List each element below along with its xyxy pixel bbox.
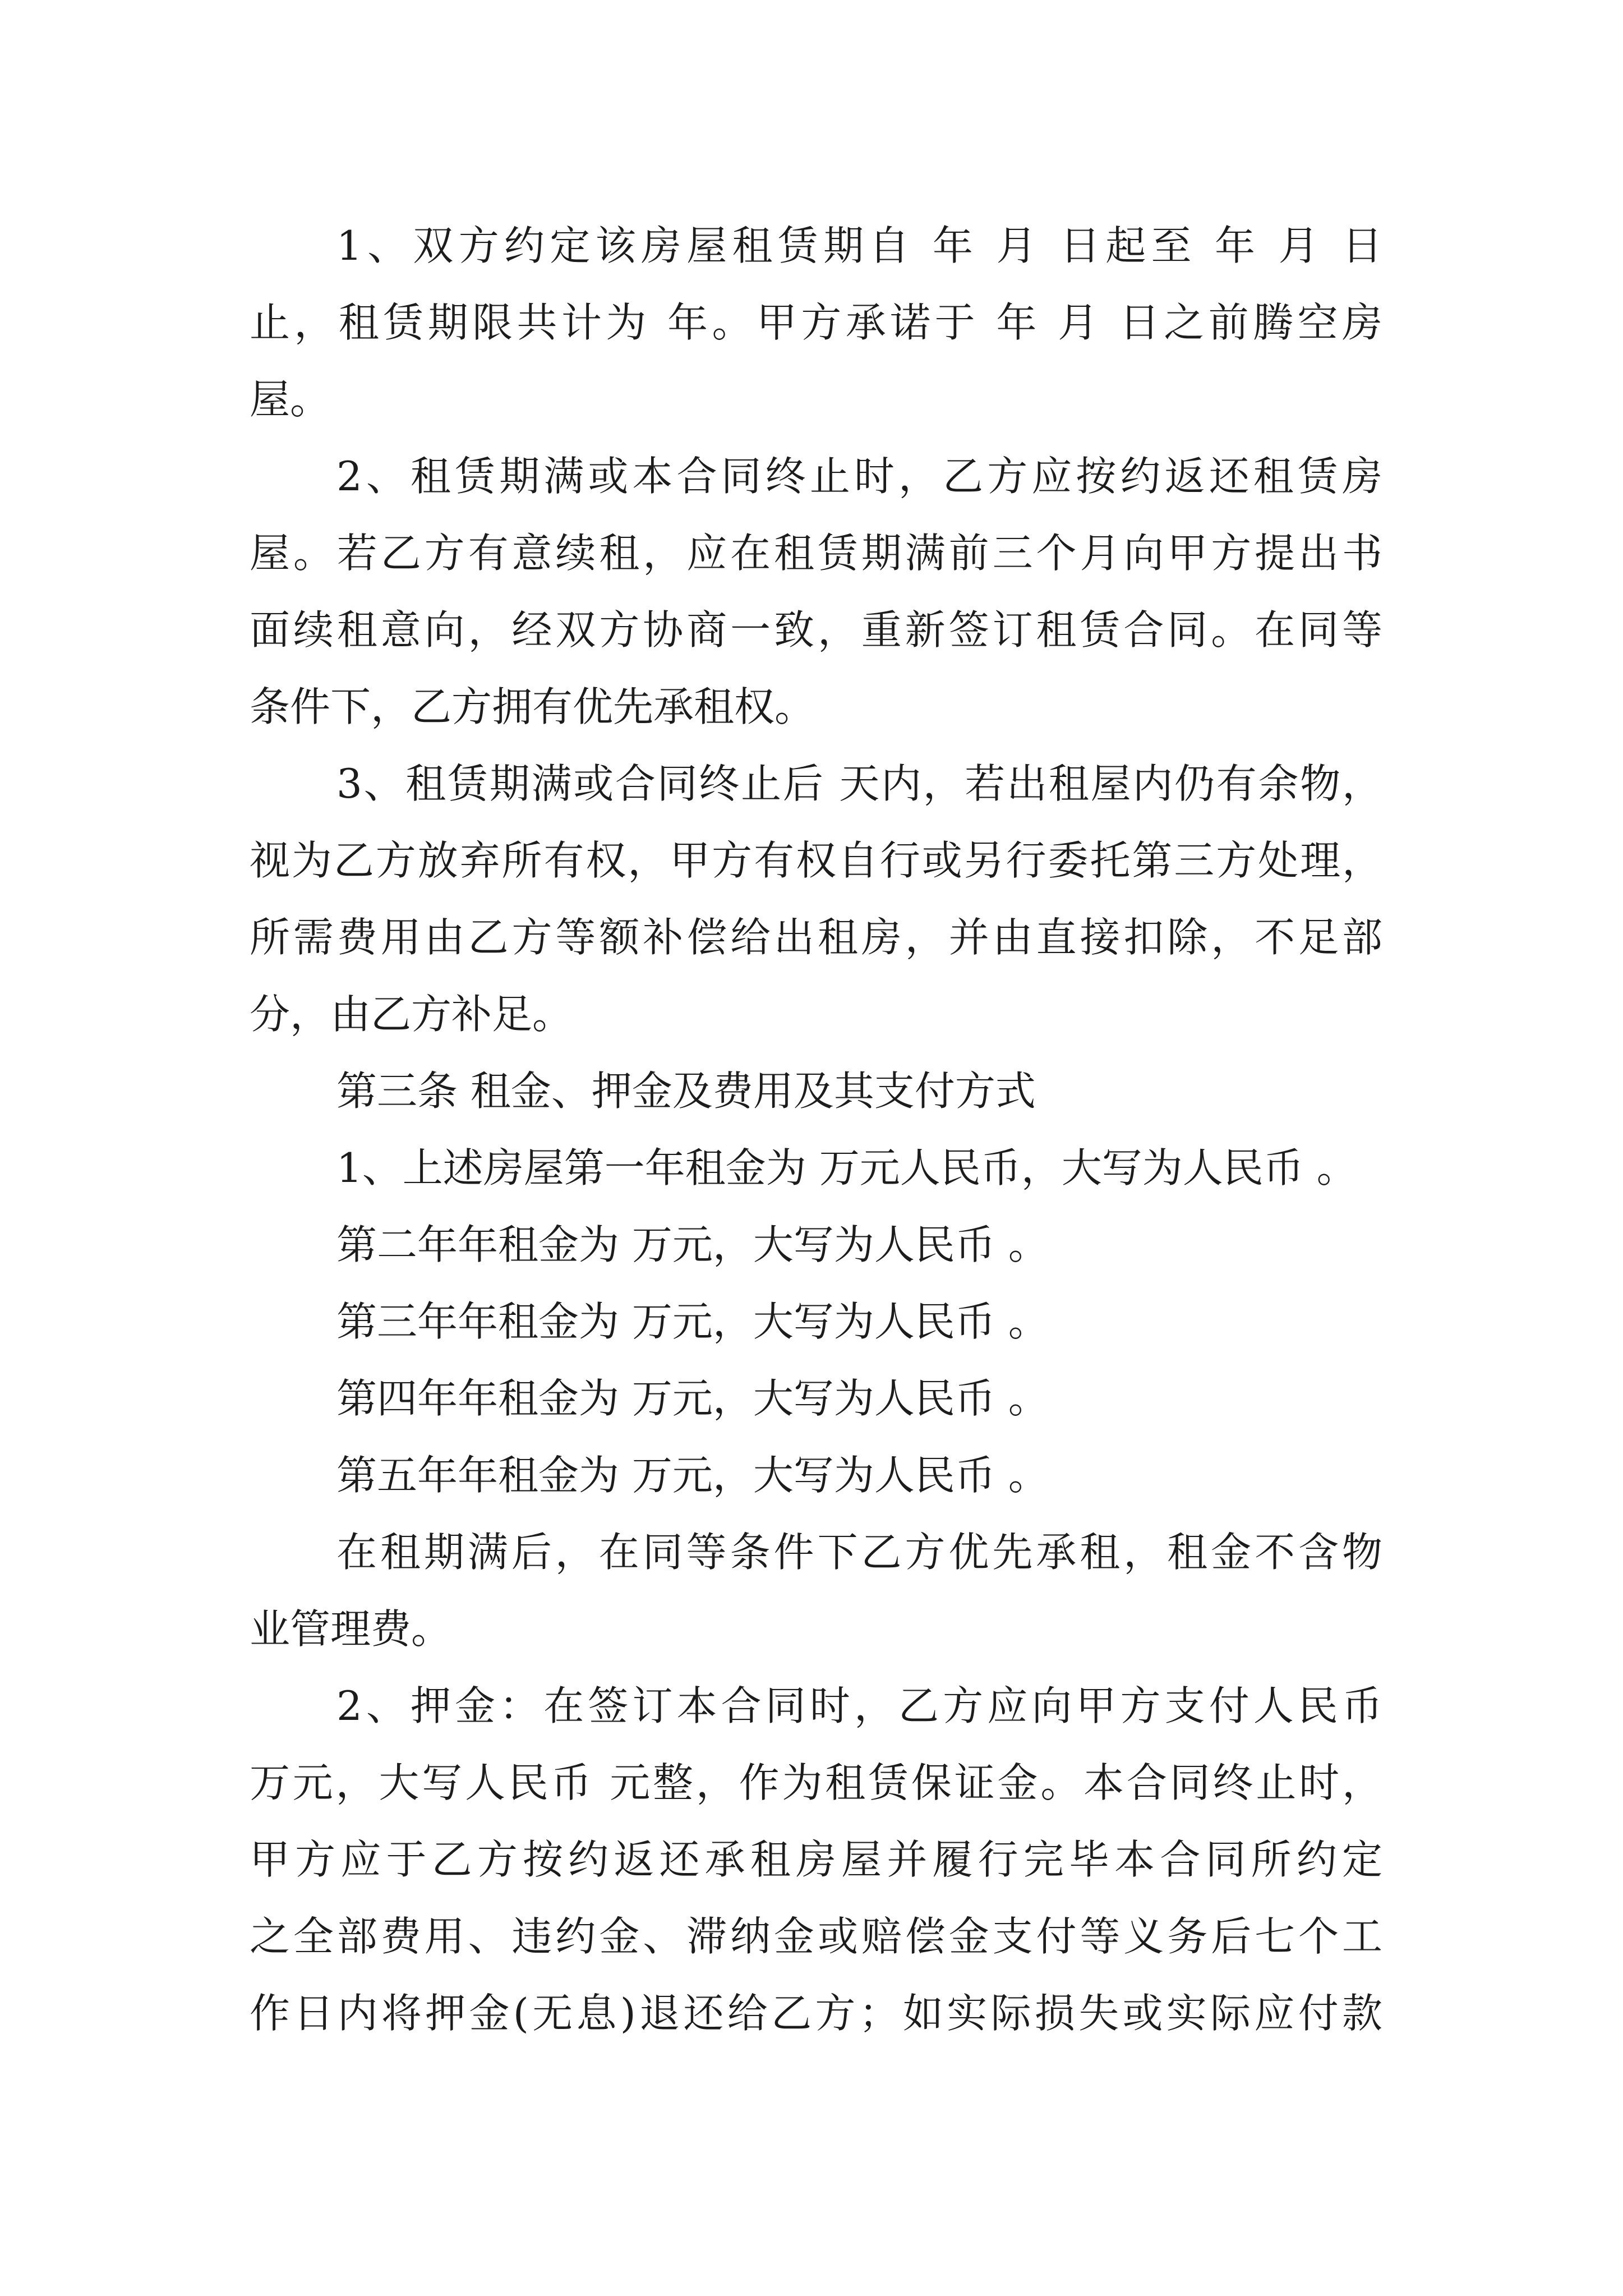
paragraph-3-line-2: 视为乙方放弃所有权，甲方有权自行或另行委托第三方处理， <box>250 837 1382 884</box>
rent-year-1: 1、上述房屋第一年租金为 万元人民币，大写为人民币 。 <box>336 1144 1357 1191</box>
paragraph-deposit-line-1: 2、押金：在签订本合同时，乙方应向甲方支付人民币 <box>336 1682 1382 1729</box>
paragraph-1-line-2: 止，租赁期限共计为 年。甲方承诺于 年 月 日之前腾空房 <box>250 299 1382 346</box>
paragraph-renewal-line-1: 在租期满后，在同等条件下乙方优先承租，租金不含物 <box>336 1529 1382 1576</box>
paragraph-2-line-1: 2、租赁期满或本合同终止时，乙方应按约返还租赁房 <box>336 453 1382 500</box>
paragraph-3-line-3: 所需费用由乙方等额补偿给出租房，并由直接扣除，不足部 <box>250 914 1382 961</box>
section-heading-article-3: 第三条 租金、押金及费用及其支付方式 <box>336 1068 1036 1115</box>
rent-year-5: 第五年年租金为 万元，大写为人民币 。 <box>336 1452 1049 1499</box>
paragraph-1-line-3: 屋。 <box>250 376 331 423</box>
paragraph-3-line-1: 3、租赁期满或合同终止后 天内，若出租屋内仍有余物， <box>336 760 1382 807</box>
paragraph-3-line-4: 分，由乙方补足。 <box>250 991 573 1038</box>
rent-year-3: 第三年年租金为 万元，大写为人民币 。 <box>336 1298 1049 1345</box>
rent-year-2: 第二年年租金为 万元，大写为人民币 。 <box>336 1221 1049 1268</box>
paragraph-2-line-4: 条件下，乙方拥有优先承租权。 <box>250 683 815 730</box>
document-body <box>250 208 1382 2052</box>
paragraph-renewal-line-2: 业管理费。 <box>250 1605 452 1653</box>
paragraph-2-line-3: 面续租意向，经双方协商一致，重新签订租赁合同。在同等 <box>250 606 1382 654</box>
rent-year-4: 第四年年租金为 万元，大写为人民币 。 <box>336 1375 1049 1422</box>
paragraph-deposit-line-2: 万元，大写人民币 元整，作为租赁保证金。本合同终止时， <box>250 1759 1382 1806</box>
paragraph-deposit-line-3: 甲方应于乙方按约返还承租房屋并履行完毕本合同所约定 <box>250 1836 1382 1883</box>
paragraph-deposit-line-4: 之全部费用、违约金、滞纳金或赔偿金支付等义务后七个工 <box>250 1913 1382 1960</box>
paragraph-1-line-1: 1、双方约定该房屋租赁期自 年 月 日起至 年 月 日 <box>336 222 1382 269</box>
paragraph-deposit-line-5: 作日内将押金(无息)退还给乙方；如实际损失或实际应付款 <box>250 1990 1382 2037</box>
paragraph-2-line-2: 屋。若乙方有意续租，应在租赁期满前三个月向甲方提出书 <box>250 530 1382 577</box>
